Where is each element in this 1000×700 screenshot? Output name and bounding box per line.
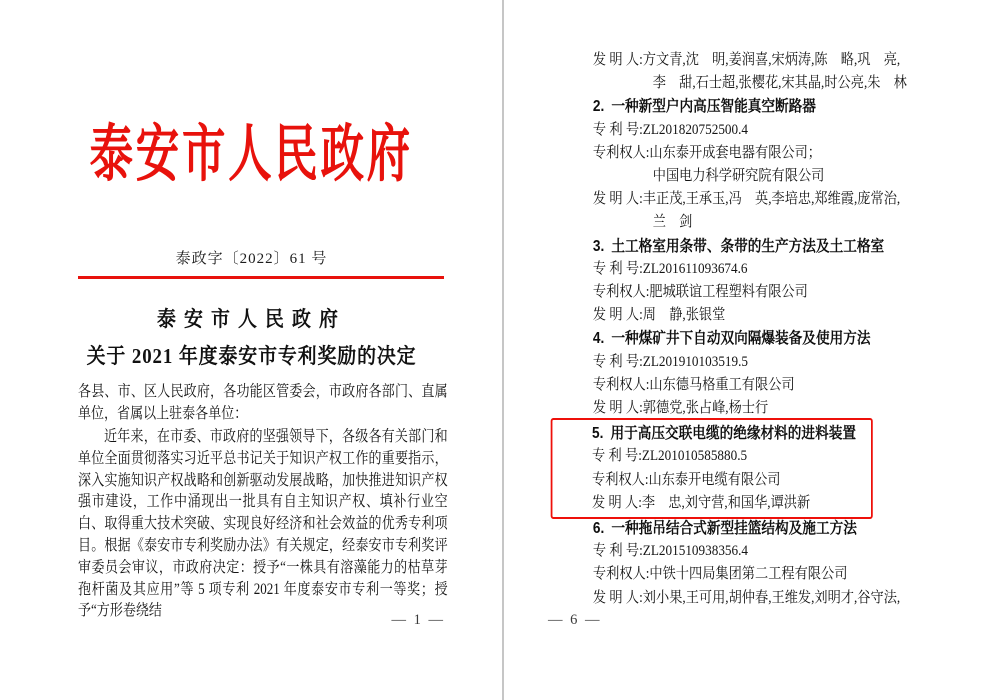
salutation: 各县、市、区人民政府，各功能区管委会，市政府各部门、直属单位，省属以上驻泰各单位：: [78, 383, 448, 422]
patent-continuation-line: 兰 剑: [652, 214, 693, 231]
patent-field-line: [563, 304, 977, 327]
patent-field-line: [563, 540, 977, 563]
field-label: 专 利 号:: [592, 121, 643, 138]
gov-letterhead-title: 泰安市人民政府: [89, 121, 414, 189]
red-divider-rule: [78, 276, 444, 279]
document-reference-number: 泰政字〔2022〕61 号: [175, 251, 328, 267]
field-value: 山东德马格重工有限公司: [649, 376, 795, 393]
patent-continuation-line: 李 甜,石士超,张樱花,宋其晶,时公亮,朱 林: [652, 75, 907, 92]
patent-title-text: 土工格室用条带、条带的生产方法及土工格室: [611, 237, 885, 255]
field-label: 专 利 号:: [592, 353, 643, 370]
document-title-line2: 关于 2021 年度泰安市专利奖励的决定: [86, 344, 417, 368]
patent-field-line: [563, 563, 977, 586]
patent-title: [563, 327, 977, 350]
field-label: 发 明 人:: [592, 191, 643, 208]
page-number-6: — 6 —: [548, 612, 602, 628]
field-label: 发 明 人:: [592, 494, 642, 511]
field-label: 专利权人:: [592, 284, 650, 301]
field-label: 专利权人:: [592, 144, 650, 161]
body-paragraph: 近年来，在市委、市政府的坚强领导下，各级各有关部门和单位全面贯彻落实习近平总书记关于知识产权工作的重要指示，深入实施知识产权战略和创新驱动发展战略，加快推进知识产权强市建设，工作中涌现出一批具有自主知识产权、填补行业空白、取得重大技术突破、实现良好经济和社会效益的优秀专利项目。根据《泰安市专利奖励办法》有关规定，经泰安市专利奖评审委员会审议，市政府决定：授予“一株具有溶藻能力的枯草芽孢杆菌及其应用”等 5 项专利 2021 年度泰安市专利一等奖；授予“方形卷绕结: [78, 428, 448, 620]
field-value: 刘小果,王可用,胡仲春,王维发,刘明才,谷守法,: [642, 589, 901, 606]
field-value: 方文青,沈 明,姜润喜,宋炳涛,陈 略,巩 亮,: [642, 52, 901, 68]
field-label: 专 利 号:: [592, 260, 643, 277]
field-value: 李 忠,刘守营,和国华,谭洪新: [641, 494, 811, 511]
patent-field-line: [563, 258, 977, 281]
patent-field-line: [552, 445, 871, 468]
patent-field-line: [563, 374, 977, 397]
patent-field-line: [552, 492, 871, 515]
patent-field-line: [563, 351, 977, 374]
field-label: 发 明 人:: [592, 589, 643, 606]
document-title: [0, 303, 503, 370]
patent-field-line: [563, 49, 977, 72]
highlight-box: [551, 418, 873, 519]
patent-index: 4.: [592, 330, 605, 348]
patent-field-line: [563, 188, 977, 211]
page-6: [503, 0, 1000, 700]
document-title-line1: 泰安市人民政府: [157, 307, 347, 331]
field-label: 专 利 号:: [592, 448, 642, 465]
field-label: 发 明 人:: [592, 52, 643, 68]
field-label: 专利权人:: [592, 566, 650, 583]
patent-award-list: [563, 49, 977, 610]
field-label: 专利权人:: [592, 376, 650, 393]
field-value: ZL201820752500.4: [642, 121, 749, 138]
patent-title: [563, 517, 977, 540]
field-value: 中铁十四局集团第二工程有限公司: [649, 566, 848, 583]
field-value: 肥城联谊工程塑料有限公司: [649, 284, 808, 301]
patent-title: [563, 95, 977, 118]
field-value: ZL201611093674.6: [642, 260, 748, 277]
field-value: 丰正茂,王承玉,冯 英,李培忠,郑维霞,庞常治,: [642, 191, 901, 208]
patent-index: 2.: [592, 98, 605, 116]
field-value: 郭德党,张占峰,杨士行: [642, 400, 769, 417]
field-value: 周 静,张银堂: [642, 307, 726, 324]
patent-title-text: 一种新型户内高压智能真空断路器: [611, 98, 816, 116]
field-label: 发 明 人:: [592, 307, 643, 324]
field-value: 山东泰开成套电器有限公司；: [649, 144, 822, 161]
patent-field-line: [552, 469, 871, 492]
page-number-1: — 1 —: [391, 612, 445, 628]
patent-index: 3.: [592, 237, 605, 255]
field-label: 发 明 人:: [592, 400, 643, 417]
patent-field-line: [563, 397, 977, 420]
field-label: 专利权人:: [592, 471, 649, 488]
field-value: ZL201010585880.5: [641, 448, 748, 465]
patent-field-line: [563, 587, 977, 610]
patent-field-line: [563, 142, 977, 165]
field-label: 专 利 号:: [592, 543, 643, 560]
patent-field-line: [563, 281, 977, 304]
patent-title-text: 一种煤矿井下自动双向隔爆装备及使用方法: [611, 330, 871, 348]
patent-index: 6.: [592, 520, 605, 538]
field-value: 山东泰开电缆有限公司: [648, 471, 781, 488]
patent-continuation-line: 中国电力科学研究院有限公司: [652, 168, 825, 185]
patent-index: 5.: [592, 425, 604, 443]
patent-title: [563, 235, 977, 258]
patent-title: [552, 422, 871, 445]
field-value: ZL201910103519.5: [642, 353, 749, 370]
field-value: ZL201510938356.4: [642, 543, 749, 560]
patent-title-text: 用于高压交联电缆的绝缘材料的进料装置: [610, 425, 856, 443]
patent-title-text: 一种拖吊结合式新型挂篮结构及施工方法: [611, 520, 857, 538]
patent-field-line: [563, 119, 977, 142]
